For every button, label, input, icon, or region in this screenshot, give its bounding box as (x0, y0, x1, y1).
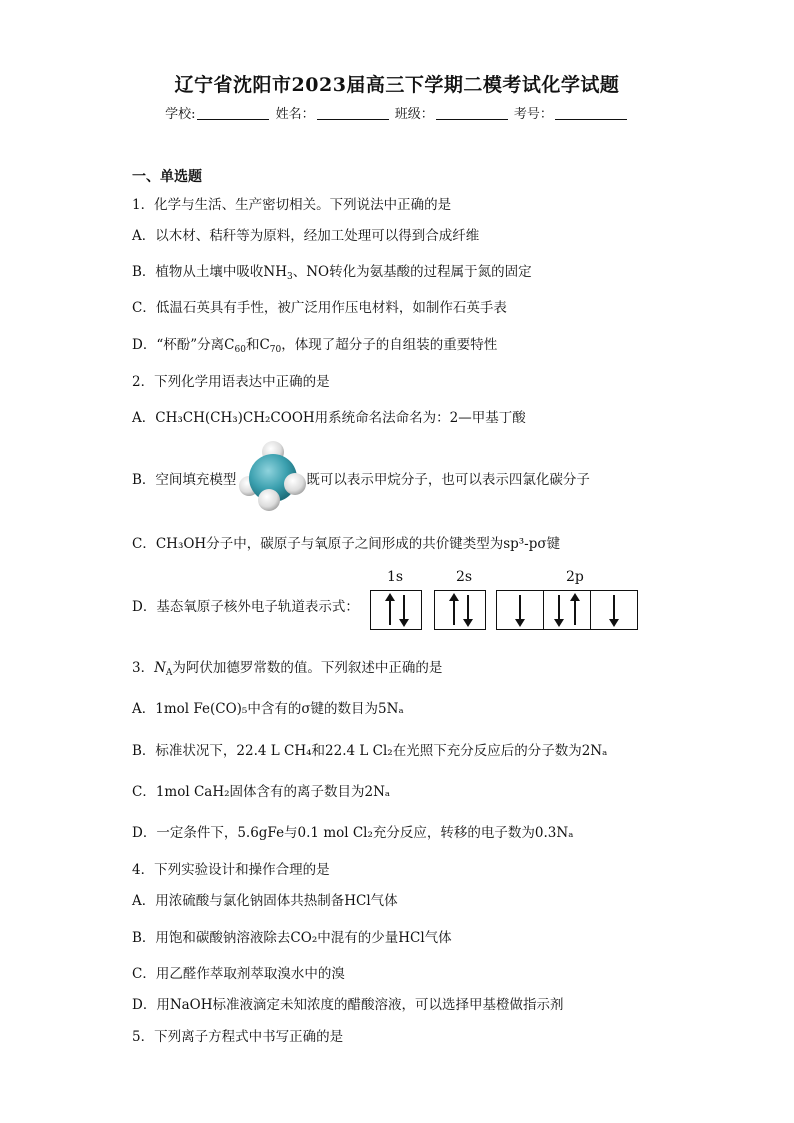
q4-option-b: B．用饱和碳酸钠溶液除去CO₂中混有的少量HCl气体 (132, 930, 452, 946)
c60-formula: $C_{60}$ (224, 337, 246, 355)
q1-stem: 1．化学与生活、生产密切相关。下列说法中正确的是 (132, 197, 452, 213)
q3-number: 3． (132, 660, 155, 676)
q2-a-pre: A． (132, 410, 156, 426)
up-arrow-icon (453, 595, 455, 625)
orbital-box-2p (496, 590, 638, 630)
down-arrow-icon (467, 595, 469, 625)
q2-c-post: 键 (546, 536, 561, 552)
orbital-box-1s (370, 590, 422, 630)
q2-option-b (132, 468, 590, 488)
nh3-formula: $NH_3$ (263, 264, 293, 282)
q1-d-pre: D．“杯酚”分离 (132, 337, 225, 353)
space-filling-model-image (237, 440, 309, 512)
q4-option-d: D．用NaOH标准液滴定未知浓度的醋酸溶液，可以选择甲基橙做指示剂 (132, 997, 564, 1013)
q4-option-a: A．用浓硫酸与氯化钠固体共热制备HCl气体 (132, 893, 398, 909)
number-label: 考号： (513, 107, 553, 122)
q2-stem: 2．下列化学用语表达中正确的是 (132, 374, 330, 390)
school-blank[interactable] (197, 107, 269, 120)
q1-b-pre: B．植物从土壤中吸收 (132, 264, 264, 280)
q1-option-c: C．低温石英具有手性，被广泛用作压电材料，如制作石英手表 (132, 300, 507, 316)
q4-option-c: C．用乙醛作萃取剂萃取溴水中的溴 (132, 966, 345, 982)
q3-option-a: A．1mol Fe(CO)₅中含有的σ键的数目为5Nₐ (132, 701, 404, 717)
q3-option-d: D．一定条件下，5.6gFe与0.1 mol Cl₂充分反应，转移的电子数为0.3Nₐ (132, 825, 574, 841)
q2-c-mid: 分子中，碳原子与氧原子之间形成的共价键类型为 (206, 536, 504, 552)
q1-d-post: ，体现了超分子的自组装的重要特性 (281, 337, 498, 353)
student-info-line (0, 103, 794, 122)
q2-option-d: D．基态氧原子核外电子轨道表示式： (132, 599, 359, 615)
q3-stem (132, 656, 442, 678)
q1-option-b (132, 260, 532, 282)
class-label: 班级： (394, 107, 434, 122)
name-label: 姓名： (275, 107, 315, 122)
q5-stem: 5．下列离子方程式中书写正确的是 (132, 1029, 344, 1045)
q1-d-and: 和 (245, 337, 260, 353)
exam-title: 辽宁省沈阳市2023届高三下学期二模考试化学试题 (174, 74, 620, 96)
orbital-cell (497, 591, 544, 629)
q1-option-a: A．以木材、秸秆等为原料，经加工处理可以得到合成纤维 (132, 228, 480, 244)
up-arrow-icon (574, 595, 576, 625)
orbital-label-2s: 2s (456, 569, 473, 585)
number-blank[interactable] (555, 107, 627, 120)
down-arrow-icon (613, 595, 615, 625)
class-blank[interactable] (436, 107, 508, 120)
orbital-label-2p: 2p (566, 569, 584, 585)
orbital-cell (544, 591, 591, 629)
q4-stem: 4．下列实验设计和操作合理的是 (132, 862, 330, 878)
orbital-label-1s: 1s (387, 569, 404, 585)
q2-a-formula: CH₃CH(CH₃)CH₂COOH (155, 410, 315, 426)
q3-option-b: B．标准状况下，22.4 L CH₄和22.4 L Cl₂在光照下充分反应后的分子数为2Nₐ (132, 743, 608, 759)
q2-c-sp3: sp³-pσ (503, 536, 547, 552)
orbital-cell (591, 591, 637, 629)
name-blank[interactable] (317, 107, 389, 120)
q2-b-post: 既可以表示甲烷分子，也可以表示四氯化碳分子 (306, 472, 590, 488)
section-heading: 一、单选题 (132, 169, 202, 185)
na-subscript: A (165, 668, 173, 678)
q2-option-a (132, 406, 526, 426)
q2-b-pre: B．空间填充模型 (132, 472, 237, 488)
q2-c-pre: C． (132, 536, 156, 552)
q2-a-post: 用系统命名法命名为：2—甲基丁酸 (314, 410, 526, 426)
orbital-box-2s (434, 590, 486, 630)
c70-formula: $C_{70}$ (259, 337, 282, 355)
q3-stem-text: 为阿伏加德罗常数的值。下列叙述中正确的是 (172, 660, 443, 676)
down-arrow-icon (558, 595, 560, 625)
up-arrow-icon (389, 595, 391, 625)
q1-option-d (132, 333, 497, 355)
na-symbol: N (154, 660, 166, 676)
q2-option-c (132, 532, 560, 552)
q3-option-c: C．1mol CaH₂固体含有的离子数目为2Nₐ (132, 784, 391, 800)
down-arrow-icon (519, 595, 521, 625)
q2-c-formula: CH₃OH (155, 536, 207, 552)
school-label: 学校: (165, 107, 196, 122)
q1-b-post: 、NO转化为氨基酸的过程属于氮的固定 (292, 264, 532, 280)
down-arrow-icon (403, 595, 405, 625)
